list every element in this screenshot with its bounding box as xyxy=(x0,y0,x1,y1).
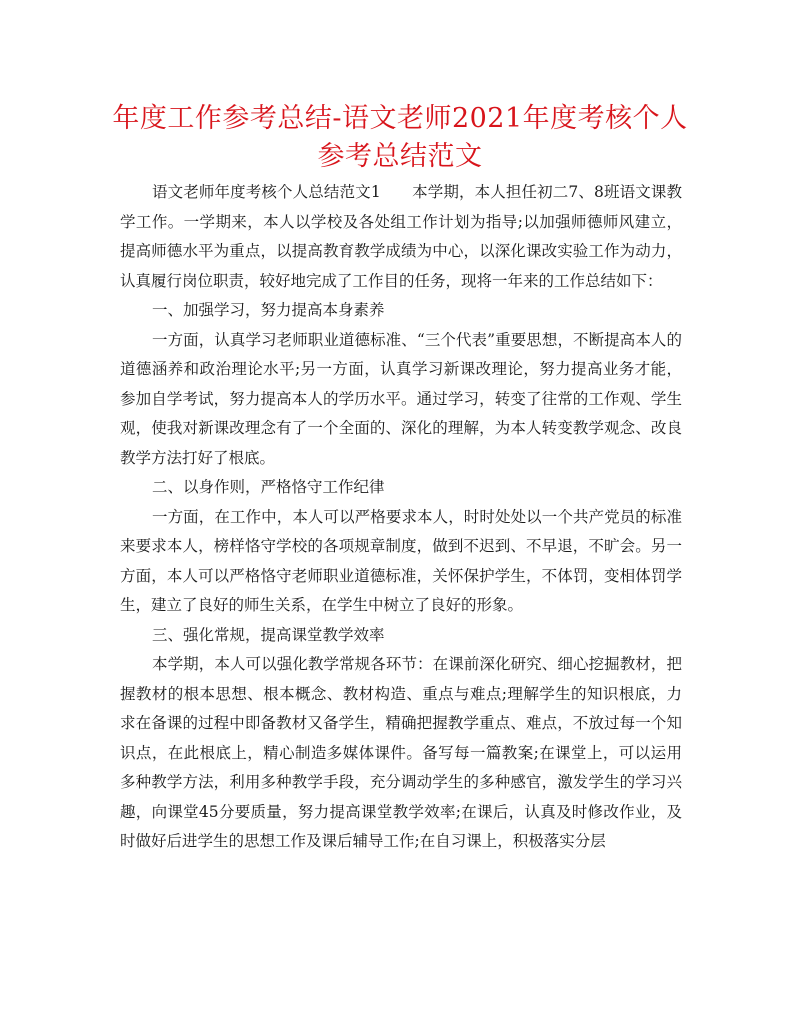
section-heading-3: 三、强化常规，提高课堂教学效率 xyxy=(152,625,385,644)
paragraph-section-3: 本学期，本人可以强化教学常规各环节：在课前深化研究、细心挖掘教材，把握教材的根本思想、根本概念、教材构造、重点与难点;理解学生的知识根底，力求在备课的过程中即备教材又备学生，精确把握教学重点、难点，不放过每一个知识点，在此根底上，精心制造多媒体课件。备写每一篇教案;在课堂上，可以运用多种教学方法，利用多种教学手段，充分调动学生的多种感官，激发学生的学习兴趣，向课堂45分要质量，努力提高课堂教学效率;在课后，认真及时修改作业，及时做好后进学生的思想工作及课后辅导工作;在自习课上，积极落实分层 xyxy=(120,655,682,850)
paragraph-section-2: 一方面，在工作中，本人可以严格要求本人，时时处处以一个共产党员的标准来要求本人，榜样恪守学校的各项规章制度，做到不迟到、不早退，不旷会。另一方面，本人可以严格恪守老师职业道德标准，关怀保护学生，不体罚，变相体罚学生，建立了良好的师生关系，在学生中树立了良好的形象。 xyxy=(120,507,682,614)
paragraph-intro: 语文老师年度考核个人总结范文1 本学期，本人担任初二7、8班语文课教学工作。一学期来，本人以学校及各处组工作计划为指导;以加强师德师风建立，提高师德水平为重点，以提高教育教学成绩为中心，以深化课改实验工作为动力，认真履行岗位职责，较好地完成了工作目的任务，现将一年来的工作总结如下： xyxy=(120,183,682,290)
section-heading-2: 二、以身作则，严格恪守工作纪律 xyxy=(152,478,385,496)
paragraph-section-1: 一方面，认真学习老师职业道德标准、“三个代表”重要思想，不断提高本人的道德涵养和政治理论水平;另一方面，认真学习新课改理论，努力提高业务才能，参加自学考试，努力提高本人的学历水平。通过学习，转变了往常的工作观、学生观，使我对新课改理念有了一个全面的、深化的理解，为本人转变教学观念、改良教学方法打好了根底。 xyxy=(120,330,682,467)
document-title: 年度工作参考总结-语文老师2021年度考核个人参考总结范文 xyxy=(112,103,688,172)
document-body xyxy=(120,178,682,857)
section-heading-1: 一、加强学习，努力提高本身素养 xyxy=(152,301,385,319)
